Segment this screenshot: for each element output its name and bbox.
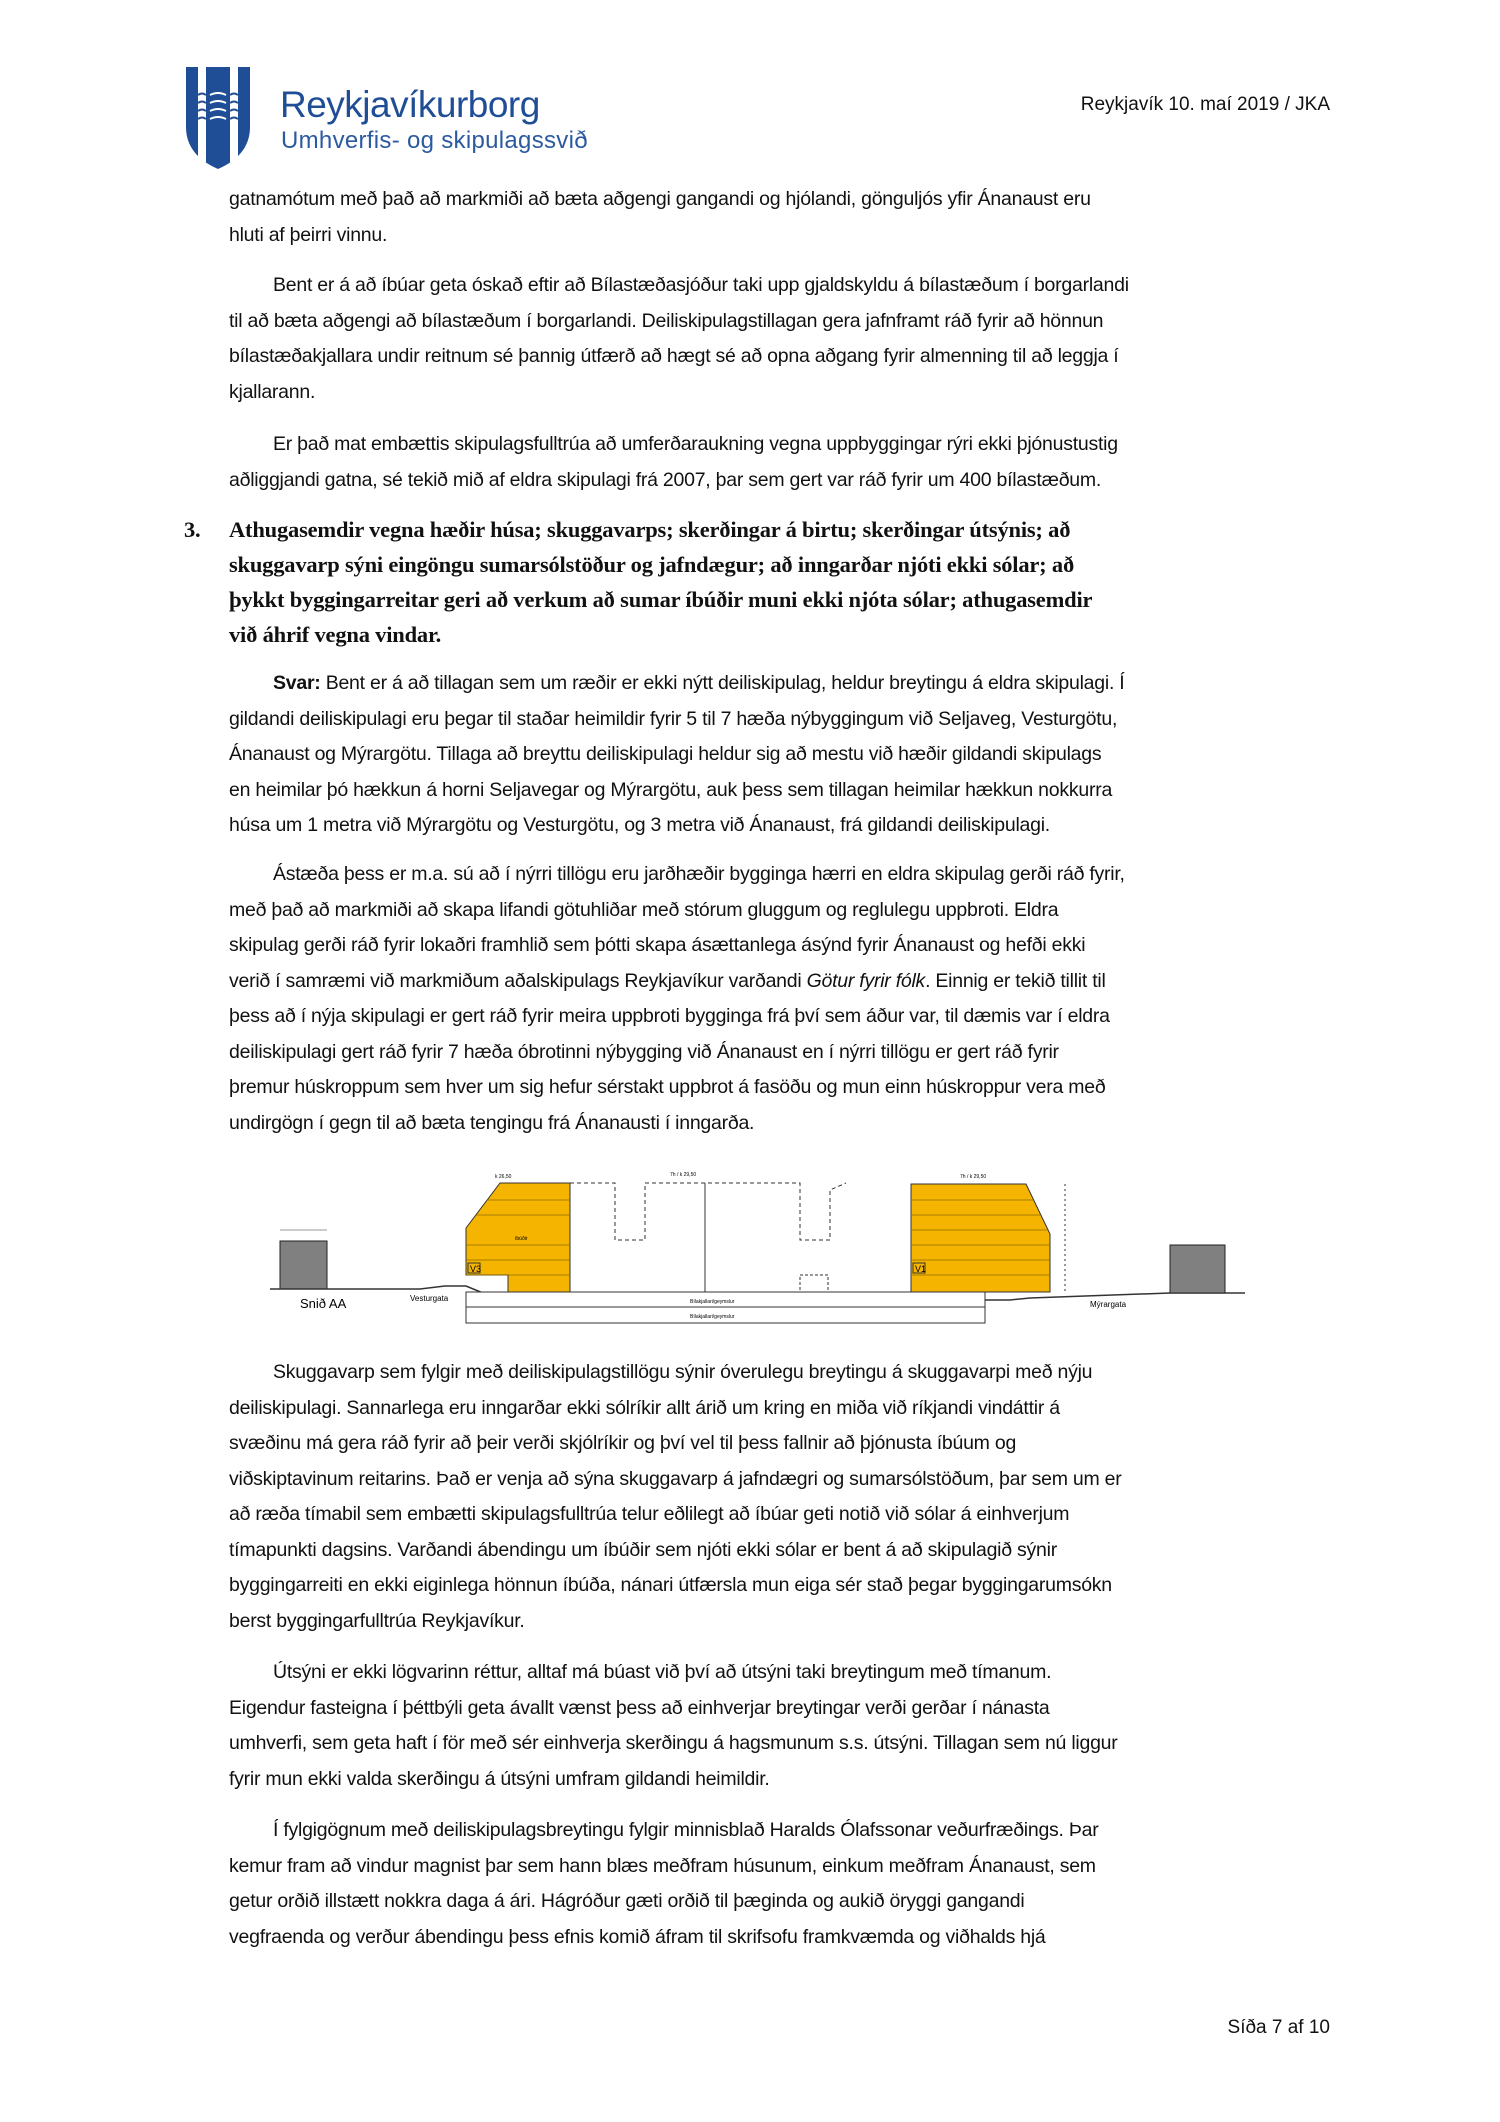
neighbor-building-left: [280, 1241, 327, 1289]
text-line: undirgögn í gegn til að bæta tengingu frá Ánanausti í inngarða.: [229, 1111, 755, 1134]
text-line: viðskiptavinum reitarins. Það er venja að sýna skuggavarp á jafndægri og sumarsólstöðum, þar sem um er: [229, 1467, 1122, 1490]
building-left-label: V3: [470, 1264, 482, 1274]
heading-line: skuggavarp sýni eingöngu sumarsólstöður og jafndægur; að inngarðar njóti ekki sólar; að: [229, 552, 1075, 577]
paragraph-reason: [229, 857, 1339, 1141]
paragraph-parking: [229, 268, 1339, 410]
text-line: [229, 666, 1339, 702]
logo-shield: [184, 65, 252, 171]
building-right-label: V1: [915, 1264, 927, 1274]
text-line: skipulag gerði ráð fyrir lokaðri framhlið sem þótti skapa ásættanlega ásýnd fyrir Ánanaust og hefði ekki: [229, 934, 1086, 956]
street-label-right: Mýrargata: [1090, 1300, 1127, 1309]
text-line: svæðinu má gera ráð fyrir að þeir verði skjólríkir og því vel til þess fallnir að þjónusta íbúum og: [229, 1432, 1017, 1454]
text-line: [229, 964, 1339, 1000]
paragraph-view: [229, 1655, 1339, 1797]
text-line: Bent er á að íbúar geta óskað eftir að Bílastæðasjóður taki upp gjaldskyldu á bílastæðum í borgarlandi: [273, 274, 1129, 296]
text-line: kjallarann.: [229, 380, 316, 403]
text-line: en heimilar þó hækkun á horni Seljavegar og Mýrargötu, auk þess sem tillagan heimilar hækkun nokkurra: [229, 778, 1113, 801]
reykjavik-crest-icon: [184, 65, 252, 171]
paragraph-traffic: [229, 427, 1339, 498]
height-label-right: 7h / k 29,50: [960, 1174, 987, 1180]
text-line: til að bæta aðgengi að bílastæðum í borgarlandi. Deiliskipulagstillagan gera jafnframt ráð fyrir að hönnun: [229, 309, 1104, 332]
italic-title: Götur fyrir fólk: [806, 969, 926, 992]
text-line: að ræða tímabil sem embætti skipulagsfulltrúa telur eðlilegt að íbúar geti notið við sólar á einhverjum: [229, 1503, 1070, 1525]
text-segment: Bent er á að tillagan sem um ræðir er ekki nýtt deiliskipulag, heldur breytingu á eldra skipulagi. Í: [320, 672, 1125, 694]
text-line: aðliggjandi gatna, sé tekið mið af eldra skipulagi frá 2007, þar sem gert var ráð fyrir um 400 bílastæðum.: [229, 468, 1102, 491]
basement-label: Bílakjallari/geymslur: [690, 1314, 735, 1320]
text-line: getur orðið illstætt nokkra daga á ári. Hágróður gæti orðið til þæginda og aukið öryggi gangandi: [229, 1890, 1025, 1912]
paragraph-answer: [229, 666, 1339, 844]
paragraph-intersections: [229, 182, 1339, 253]
text-line: kemur fram að vindur magnist þar sem hann blæs meðfram húsunum, einkum meðfram Ánanaust, sem: [229, 1854, 1096, 1877]
text-line: gatnamótum með það að markmiði að bæta aðgengi gangandi og hjólandi, gönguljós yfir Ánanaust eru: [229, 188, 1091, 210]
height-label-center: 7h / k 29,50: [670, 1172, 697, 1178]
center-building-outline: [570, 1183, 846, 1240]
text-line: berst byggingarfulltrúa Reykjavíkur.: [229, 1609, 525, 1632]
text-line: Útsýni er ekki lögvarinn réttur, alltaf má búast við því að útsýni taki breytingum með tímanum.: [273, 1661, 1052, 1683]
section-heading-3: [184, 512, 1334, 652]
neighbor-building-right: [1170, 1245, 1225, 1293]
section-label: Snið AA: [300, 1296, 347, 1311]
document-date: Reykjavík 10. maí 2019 / JKA: [1080, 94, 1330, 115]
text-line: gildandi deiliskipulagi eru þegar til staðar heimildir fyrir 5 til 7 hæða nýbyggingum við Seljaveg, Vesturgötu,: [229, 707, 1118, 730]
section-number: 3.: [184, 517, 201, 542]
text-segment: verið í samræmi við markmiðum aðalskipulags Reykjavíkur varðandi: [229, 969, 807, 992]
paragraph-wind: [229, 1813, 1339, 1955]
page-number: Síða 7 af 10: [1227, 2017, 1330, 2038]
heading-line: við áhrif vegna vindar.: [229, 622, 442, 647]
text-line: Eigendur fasteigna í þéttbýli geta ávallt vænst þess að einhverjar breytingar verði gerðar í nánasta: [229, 1696, 1050, 1719]
text-line: Í fylgigögnum með deiliskipulagsbreytingu fylgir minnisblað Haralds Ólafssonar veðurfræðings. Þar: [273, 1819, 1099, 1841]
text-line: Er það mat embættis skipulagsfulltrúa að umferðaraukning vegna uppbyggingar rýri ekki þjónustustig: [273, 433, 1118, 455]
text-segment: . Einnig er tekið tillit til: [925, 969, 1106, 992]
heading-line: þykkt byggingarreitar geri að verkum að sumar íbúðir muni ekki njóta sólar; athugasemdir: [229, 587, 1093, 612]
paragraph-shadow: [229, 1355, 1339, 1639]
text-line: bílastæðakjallara undir reitnum sé þannig útfærð að hægt sé að opna aðgang fyrir almenning til að leggja í: [229, 345, 1119, 367]
answer-label: Svar:: [273, 672, 321, 694]
logo-subtitle: Umhverfis- og skipulagssvið: [281, 127, 588, 154]
text-line: tímapunkti dagsins. Varðandi ábendingu um íbúðir sem njóti ekki sólar er bent á að skipulagið sýnir: [229, 1538, 1057, 1561]
text-line: húsa um 1 metra við Mýrargötu og Vesturgötu, og 3 metra við Ánanaust, frá gildandi deiliskipulagi.: [229, 814, 1050, 836]
text-line: með það að markmiði að skapa lifandi götuhliðar með stórum gluggum og reglulegu uppbroti. Eldra: [229, 898, 1059, 921]
text-line: þremur húskroppum sem hver um sig hefur sérstakt uppbrot á fasöðu og mun einn húskroppur vera með: [229, 1076, 1106, 1098]
text-line: þess að í nýja skipulagi er gert ráð fyrir meira uppbroti bygginga frá því sem áður var, til dæmis var í eldra: [229, 1005, 1110, 1027]
text-line: Ástæða þess er m.a. sú að í nýrri tillögu eru jarðhæðir bygginga hærri en eldra skipulag gerði ráð fyrir,: [273, 863, 1125, 885]
text-line: byggingarreiti en ekki eiginlega hönnun íbúða, nánari útfærsla mun eiga sér stað þegar byggingarumsókn: [229, 1574, 1112, 1596]
heading-line: Athugasemdir vegna hæðir húsa; skuggavarps; skerðingar á birtu; skerðingar útsýnis; að: [229, 517, 1071, 542]
street-label-left: Vesturgata: [410, 1294, 449, 1303]
logo-title: Reykjavíkurborg: [280, 84, 540, 125]
text-line: hluti af þeirri vinnu.: [229, 223, 388, 246]
floor-label: íbúðir: [515, 1236, 528, 1242]
basement-label: Bílakjallari/geymslur: [690, 1299, 735, 1305]
text-line: fyrir mun ekki valda skerðingu á útsýni umfram gildandi heimildir.: [229, 1767, 770, 1790]
text-line: Ánanaust og Mýrargötu. Tillaga að breyttu deiliskipulagi heldur sig að mestu við hæðir gildandi skipulags: [229, 743, 1102, 765]
text-line: deiliskipulagi gert ráð fyrir 7 hæða óbrotinni nýbygging við Ánanaust en í nýrri tillögu er gert ráð fyrir: [229, 1040, 1059, 1063]
text-line: vegfraenda og verður ábendingu þess efnis komið áfram til skrifsofu framkvæmda og viðhalds hjá: [229, 1925, 1046, 1948]
text-line: umhverfi, sem geta haft í för með sér einhverja skerðingu á hagsmunum s.s. útsýni. Tillagan sem nú liggur: [229, 1732, 1118, 1754]
height-label-left: k 26,50: [495, 1174, 512, 1180]
text-line: Skuggavarp sem fylgir með deiliskipulagstillögu sýnir óverulegu breytingu á skuggavarpi með nýju: [273, 1361, 1093, 1383]
section-drawing: [270, 1160, 1250, 1330]
text-line: deiliskipulagi. Sannarlega eru inngarðar ekki sólríkir allt árið um kring en miða við ríkjandi vindáttir á: [229, 1396, 1060, 1419]
